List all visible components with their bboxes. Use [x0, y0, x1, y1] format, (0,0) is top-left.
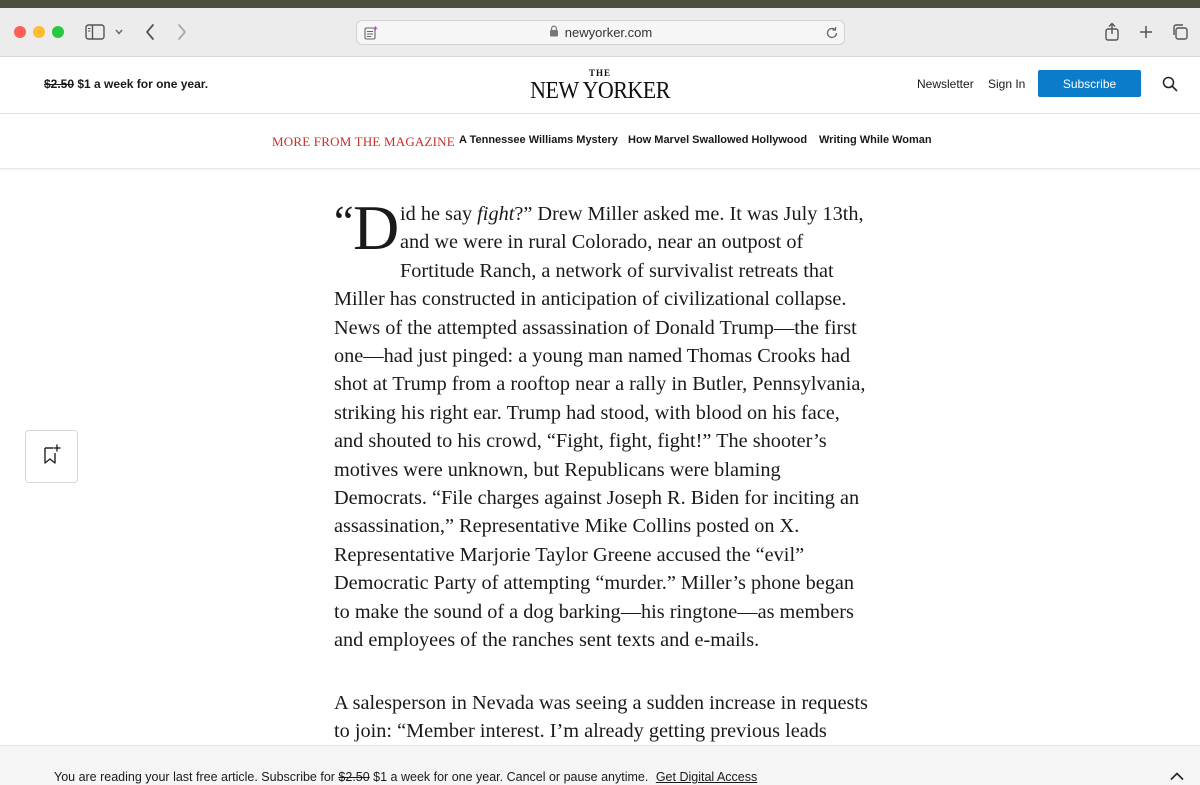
- sidebar-toggle-icon[interactable]: [84, 21, 106, 43]
- site-header: [0, 57, 1200, 114]
- newsletter-link[interactable]: Newsletter: [917, 77, 974, 91]
- promo-old-price: $2.50: [44, 77, 75, 91]
- tab-overview-icon[interactable]: [1170, 22, 1190, 42]
- article-paragraph: A salesperson in Nevada was seeing a sudden increase in requests to join: “Member interest. I’m already getting previous leads: [334, 691, 868, 742]
- save-bookmark-button[interactable]: [25, 430, 78, 483]
- paragraph-text-start: id he say: [400, 203, 478, 225]
- subscribe-button[interactable]: Subscribe: [1038, 70, 1141, 97]
- zoom-window-button[interactable]: [52, 26, 64, 38]
- paragraph-text-rest: ?” Drew Miller asked me. It was July 13th, and we were in rural Colorado, near an outpost of Fortitude Ranch, a network of survivalist retreats that Miller has constructed in anticipation of civilizational collapse. News of the attempted assassination of Donald Trump—the first one—had just pinged: a young man named Thomas Crooks had shot at Trump from a rooftop near a rally in Butler, Pennsylvania, striking his right ear. Trump had stood, with blood on his face, and shouted to his crowd, “Fight, fight, fight!” The shooter’s motives were unknown, but Republicans were blaming Democrats. “File charges against Joseph R. Biden for inciting an assassination,” Representative Mike Collins posted on X. Representative Marjorie Taylor Greene accused the “evil” Democratic Party of attempting “murder.” Miller’s phone began to make the sound of a dog barking—his ringtone—as members and employees of the ranches sent texts and e-mails.: [334, 203, 866, 652]
- get-digital-access-link[interactable]: Get Digital Access: [655, 770, 758, 784]
- logo-the: THE: [588, 68, 611, 78]
- paywall-banner: [0, 745, 1200, 785]
- browser-toolbar: [0, 8, 1200, 57]
- plus-icon[interactable]: [1137, 22, 1155, 42]
- promo-text: $1 a week for one year.: [74, 77, 209, 91]
- close-window-button[interactable]: [14, 26, 26, 38]
- magazine-link-3[interactable]: Writing While Woman: [819, 134, 932, 146]
- more-from-magazine-label: MORE FROM THE MAGAZINE: [272, 134, 455, 149]
- new-yorker-logo[interactable]: [520, 68, 680, 102]
- minimize-window-button[interactable]: [33, 26, 45, 38]
- paywall-message: [54, 770, 757, 784]
- address-bar[interactable]: [356, 20, 845, 45]
- reload-icon[interactable]: [824, 23, 840, 43]
- chevron-down-icon[interactable]: [113, 25, 125, 39]
- back-arrow-icon[interactable]: [141, 21, 159, 43]
- paywall-text-b: $1 a week for one year. Cancel or pause anytime.: [369, 770, 649, 784]
- forward-arrow-icon[interactable]: [173, 21, 191, 43]
- chevron-up-icon[interactable]: [1168, 769, 1186, 783]
- search-icon[interactable]: [1161, 75, 1179, 93]
- emphasized-word: fight: [477, 203, 515, 225]
- subscription-promo[interactable]: [44, 77, 208, 91]
- bookmark-add-icon: [42, 443, 62, 470]
- drop-cap-letter: D: [353, 192, 400, 263]
- paywall-text-a: You are reading your last free article. Subscribe for: [54, 770, 339, 784]
- more-from-magazine-bar: [0, 114, 1200, 169]
- article-body: [334, 192, 874, 774]
- article-paragraph: [334, 192, 874, 655]
- share-icon[interactable]: [1102, 20, 1122, 44]
- magazine-link-2[interactable]: How Marvel Swallowed Hollywood: [628, 134, 808, 146]
- sign-in-link[interactable]: Sign In: [988, 77, 1026, 91]
- drop-cap-quote: “: [334, 197, 354, 246]
- url-text: newyorker.com: [564, 25, 653, 40]
- logo-main: NEW YORKER: [530, 75, 670, 104]
- lock-icon: [549, 25, 559, 40]
- desktop-background-strip: [0, 0, 1200, 8]
- drop-cap: [334, 192, 400, 263]
- paywall-old-price: $2.50: [338, 770, 370, 784]
- magazine-link-1[interactable]: A Tennessee Williams Mystery: [459, 134, 618, 146]
